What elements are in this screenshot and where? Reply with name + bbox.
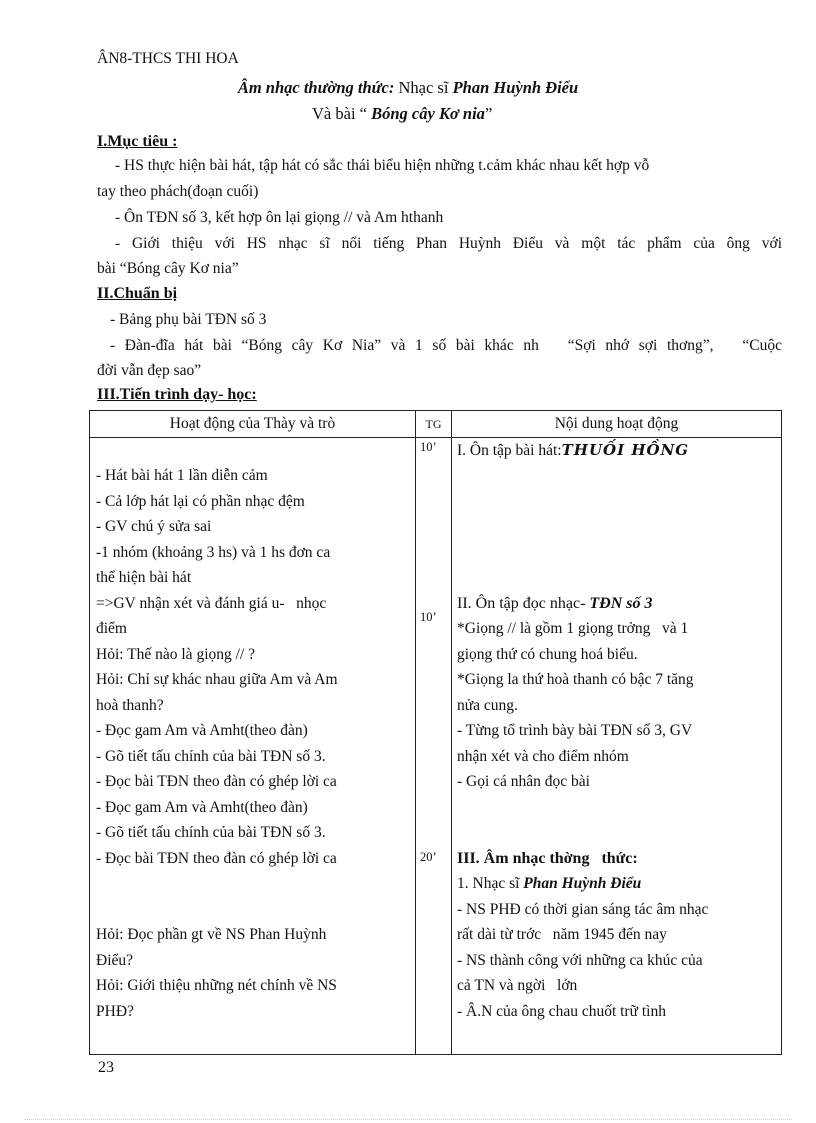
activity-line: - Đọc bài TĐN theo đàn có ghép lời ca: [96, 850, 337, 867]
time-value: 10’: [420, 610, 437, 624]
content-review-song: [457, 438, 777, 464]
header-content: Nội dung hoạt động: [452, 411, 782, 438]
activity-line: - Đọc gam Am và Amht(theo đàn): [96, 722, 308, 739]
time-value: 10’: [420, 440, 437, 454]
header-time: TG: [416, 411, 452, 438]
content-line: *Giọng // là gồm 1 giọng trởng và 1: [457, 620, 689, 637]
objective-1-line2: tay theo phách(đoạn cuối): [97, 183, 259, 200]
table-header-row: [90, 411, 782, 438]
page-number: 23: [98, 1059, 114, 1076]
activity-line: - Cả lớp hát lại có phần nhạc đệm: [96, 493, 305, 510]
activity-line: -1 nhóm (khoảng 3 hs) và 1 hs đơn ca: [96, 544, 331, 561]
activity-line: - Đọc gam Am và Amht(theo đàn): [96, 799, 308, 816]
activity-line: - Gõ tiết tấu chính của bài TĐN số 3.: [96, 824, 326, 841]
content-music-appreciation-heading: III. Âm nhạc thờng thức:: [457, 850, 638, 867]
activity-line: - GV chú ý sửa sai: [96, 518, 212, 535]
content-line: - Từng tổ trình bày bài TĐN số 3, GV: [457, 722, 693, 739]
objective-3-line2: bài “Bóng cây Kơ nia”: [97, 260, 239, 277]
content-composer-subheading: [457, 871, 777, 897]
activity-line: Hỏi: Giới thiệu những nét chính về NS: [96, 977, 337, 994]
activities-cell: [90, 438, 415, 1054]
content-review-reading: [457, 591, 777, 617]
objective-2: - Ôn TĐN số 3, kết hợp ôn lại giọng // và Am hthanh: [115, 209, 444, 226]
activity-line: =>GV nhận xét và đánh giá u- nhọc: [96, 595, 327, 612]
content-line: *Giọng la thứ hoà thanh có bậc 7 tăng: [457, 671, 694, 688]
review-song-label: I. Ôn tập bài hát:: [457, 442, 562, 459]
content-line: - NS thành công với những ca khúc của: [457, 952, 703, 969]
activity-line: Hỏi: Chỉ sự khác nhau giữa Am và Am: [96, 671, 338, 688]
objective-1-line1-text: - HS thực hiện bài hát, tập hát có sắc thái biểu hiện những t.cảm khác nhau kết hợp vỗ: [115, 157, 650, 174]
title-topic: Âm nhạc thường thức:: [237, 78, 395, 97]
preparation-1: - Bảng phụ bài TĐN số 3: [110, 311, 267, 328]
content-line: - Gọi cá nhân đọc bài: [457, 773, 590, 790]
title-composer: Phan Huỳnh Điểu: [452, 78, 579, 97]
objective-1-line1: [97, 157, 782, 175]
content-line: giọng thứ có chung hoá biểu.: [457, 646, 638, 663]
page-bottom-rule: [24, 1119, 792, 1120]
section-preparation-heading: II.Chuẩn bị: [97, 285, 178, 302]
composer-sub-name: Phan Huỳnh Điểu: [523, 875, 642, 892]
activity-line: Hỏi: Thế nào là giọng // ?: [96, 646, 255, 663]
page-header: ÂN8-THCS THI HOA: [97, 50, 239, 67]
content-line: - Â.N của ông chau chuốt trữ tình: [457, 1003, 666, 1020]
review-reading-label: II. Ôn tập đọc nhạc-: [457, 595, 590, 612]
composer-sub-label: 1. Nhạc sĩ: [457, 875, 524, 892]
preparation-2-line1: - Đàn-đĩa hát bài “Bóng cây Kơ Nia” và 1 số bài khác nh “Sợi nhớ sợi thơng”, “Cuộc: [110, 337, 782, 354]
content-line: nhận xét và cho điểm nhóm: [457, 748, 629, 765]
time-cell: [416, 438, 451, 1054]
activity-line: - Đọc bài TĐN theo đàn có ghép lời ca: [96, 773, 337, 790]
lesson-table: [89, 410, 782, 1055]
content-cell: [452, 438, 781, 1054]
lesson-title: [0, 78, 816, 98]
table-body-row: [90, 438, 782, 1055]
subtitle-song: Bóng cây Kơ nia: [371, 104, 485, 123]
activity-line: hoà thanh?: [96, 697, 164, 714]
activity-line: - Hát bài hát 1 lần diễn cảm: [96, 467, 268, 484]
section-objectives-heading: I.Mục tiêu :: [97, 133, 178, 150]
section-process-heading: III.Tiến trình dạy- học:: [97, 386, 257, 403]
activity-line: thể hiện bài hát: [96, 569, 192, 586]
content-line: rất dài từ trớc năm 1945 đến nay: [457, 926, 667, 943]
review-song-title: THUỐI HỒNG: [561, 441, 690, 459]
subtitle-suffix: ”: [484, 104, 493, 123]
content-line: - NS PHĐ có thời gian sáng tác âm nhạc: [457, 901, 709, 918]
content-line: cả TN và ngời lớn: [457, 977, 578, 994]
objective-3-line1: - Giới thiệu với HS nhạc sĩ nổi tiếng Phan Huỳnh Điểu và một tác phẩm của ông với: [115, 235, 782, 252]
activity-line: Điểu?: [96, 952, 134, 969]
activity-line: điểm: [96, 620, 127, 637]
activity-line: Hỏi: Đọc phần gt về NS Phan Huỳnh: [96, 926, 327, 943]
lesson-subtitle: [312, 104, 492, 124]
activity-line: - Gõ tiết tấu chính của bài TĐN số 3.: [96, 748, 326, 765]
header-activities: Hoạt động của Thày và trò: [90, 411, 416, 438]
activity-line: PHĐ?: [96, 1003, 134, 1020]
content-line: nửa cung.: [457, 697, 518, 714]
preparation-2-line2: đời vẫn đẹp sao”: [97, 362, 202, 379]
review-reading-piece: TĐN số 3: [589, 595, 653, 612]
title-plain: Nhạc sĩ: [394, 78, 453, 97]
subtitle-prefix: Và bài “: [312, 104, 372, 123]
time-value: 20’: [420, 850, 437, 864]
